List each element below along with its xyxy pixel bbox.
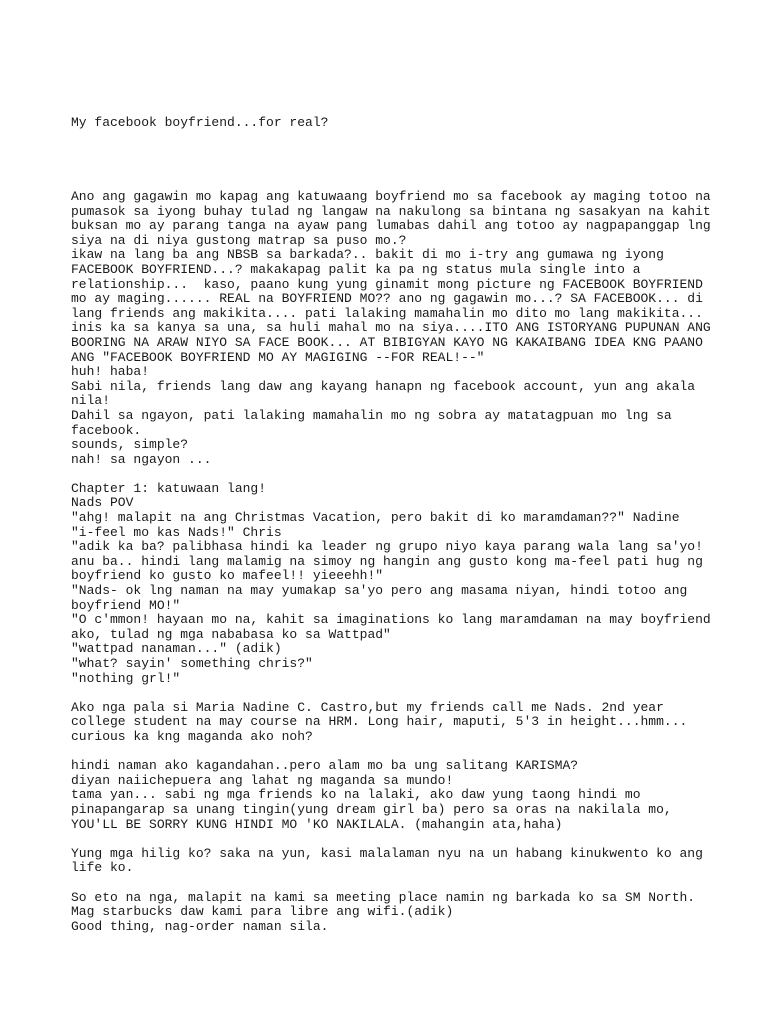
text-line: "Nads- ok lng naman na may yumakap sa'yo pero ang masama niyan, hindi totoo ang <box>71 583 688 599</box>
text-line <box>71 876 711 891</box>
text-line: diyan naiichepuera ang lahat ng maganda sa mundo! <box>71 772 454 788</box>
text-line: Mag starbucks daw kami para libre ang wifi.(adik) <box>71 904 454 920</box>
text-line: Chapter 1: katuwaan lang! <box>71 480 267 496</box>
text-line: mo ay maging...... REAL na BOYFRIEND MO?? ano ng gagawin mo...? SA FACEBOOK... di <box>71 291 703 307</box>
text-line: anu ba.. hindi lang malamig na simoy ng hangin ang gusto kong ma-feel pati hug ng <box>71 553 703 569</box>
document-title: My facebook boyfriend...for real? <box>71 115 329 130</box>
text-line: "wattpad nanaman..." (adik) <box>71 641 282 657</box>
text-line: lang friends ang makikita.... pati lalaking mamahalin mo dito mo lang makikita... <box>71 305 703 321</box>
text-line: buksan mo ay parang tanga na ayaw pang lumabas dahil ang totoo ay nagpapanggap lng <box>71 218 711 234</box>
text-line: FACEBOOK BOYFRIEND...? makakapag palit ka pa ng status mula single into a <box>71 261 641 277</box>
text-line: huh! haba! <box>71 364 150 380</box>
text-line: pinapangarap sa unang tingin(yung dream girl ba) pero sa oras na nakilala mo, <box>71 801 672 817</box>
text-line: ako, tulad ng mga nababasa ko sa Wattpad" <box>71 626 391 642</box>
text-line: boyfriend ko gusto ko mafeel!! yieeehh!" <box>71 568 384 584</box>
text-line: Sabi nila, friends lang daw ang kayang hanapn ng facebook account, yun ang akala <box>71 378 696 394</box>
text-line: college student na may course na HRM. Long hair, maputi, 5'3 in height...hmm... <box>71 714 688 730</box>
text-line: "adik ka ba? palibhasa hindi ka leader ng grupo niyo kaya parang wala lang sa'yo! <box>71 539 703 555</box>
text-line: Good thing, nag-order naman sila. <box>71 918 329 934</box>
document-body <box>71 190 711 934</box>
text-line: Ano ang gagawin mo kapag ang katuwaang boyfriend mo sa facebook ay maging totoo na <box>71 189 711 204</box>
text-line: Yung mga hilig ko? saka na yun, kasi malalaman nyu na un habang kinukwento ko ang <box>71 845 703 861</box>
text-line: Ako nga pala si Maria Nadine C. Castro,but my friends call me Nads. 2nd year <box>71 699 664 715</box>
text-line: tama yan... sabi ng mga friends ko na lalaki, ako daw yung taong hindi mo <box>71 787 641 803</box>
text-line: nila! <box>71 393 111 409</box>
text-line: siya na di niya gustong matrap sa puso mo.? <box>71 232 407 248</box>
text-line: facebook. <box>71 422 142 438</box>
text-line: boyfriend MO!" <box>71 597 181 613</box>
text-line: relationship... kaso, paano kung yung ginamit mong picture ng FACEBOOK BOYFRIEND <box>71 276 703 292</box>
text-line: "nothing grl!" <box>71 670 181 686</box>
text-line <box>71 745 711 760</box>
text-line: Dahil sa ngayon, pati lalaking mamahalin mo ng sobra ay matatagpuan mo lng sa <box>71 407 672 423</box>
text-line: sounds, simple? <box>71 437 189 453</box>
text-line <box>71 467 711 482</box>
text-line: So eto na nga, malapit na kami sa meeting place namin ng barkada ko sa SM North. <box>71 889 696 905</box>
text-line: YOU'LL BE SORRY KUNG HINDI MO 'KO NAKILALA. (mahangin ata,haha) <box>71 816 563 832</box>
text-line: "i-feel mo kas Nads!" Chris <box>71 524 282 540</box>
text-line: "O c'mmon! hayaan mo na, kahit sa imaginations ko lang maramdaman na may boyfriend <box>71 612 711 628</box>
text-line <box>71 832 711 847</box>
text-line: nah! sa ngayon ... <box>71 451 212 467</box>
text-line: ikaw na lang ba ang NBSB sa barkada?.. bakit di mo i-try ang gumawa ng iyong <box>71 247 664 263</box>
text-line: inis ka sa kanya sa una, sa huli mahal mo na siya....ITO ANG ISTORYANG PUPUNAN ANG <box>71 320 711 336</box>
text-line: life ko. <box>71 860 134 876</box>
text-line: curious ka kng maganda ako noh? <box>71 728 313 744</box>
text-line: "what? sayin' something chris?" <box>71 656 313 671</box>
text-line: hindi naman ako kagandahan..pero alam mo ba ung salitang KARISMA? <box>71 758 579 774</box>
text-line: BOORING NA ARAW NIYO SA FACE BOOK... AT BIBIGYAN KAYO NG KAKAIBANG IDEA KNG PAANO <box>71 334 703 350</box>
text-line: pumasok sa iyong buhay tulad ng langaw na nakulong sa bintana ng sasakyan na kahit <box>71 203 711 219</box>
text-line: Nads POV <box>71 495 134 511</box>
text-line <box>71 686 711 701</box>
text-line: "ahg! malapit na ang Christmas Vacation, pero bakit di ko maramdaman??" Nadine <box>71 510 680 526</box>
text-line: ANG "FACEBOOK BOYFRIEND MO AY MAGIGING --FOR REAL!--" <box>71 349 485 365</box>
